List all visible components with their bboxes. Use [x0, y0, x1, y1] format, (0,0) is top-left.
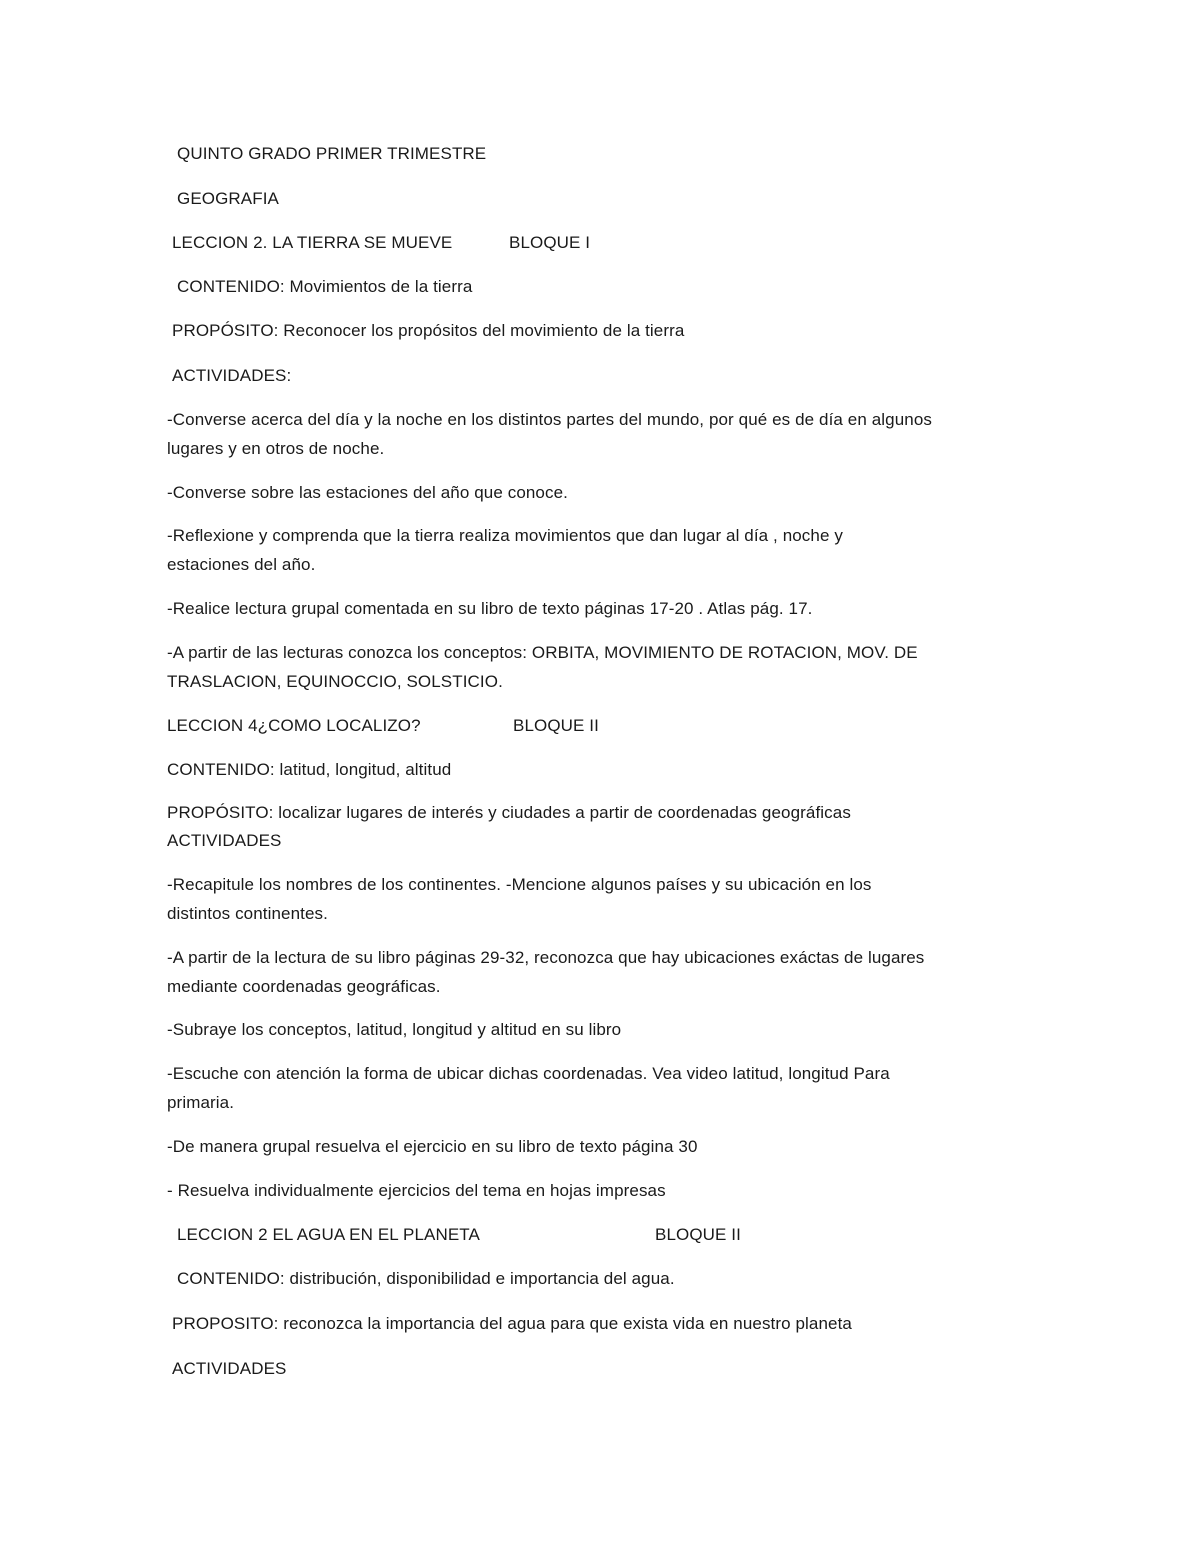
lesson-2-actividades-label: ACTIVIDADES [167, 831, 282, 850]
lesson-2-block: BLOQUE II [513, 716, 599, 735]
lesson-2-title: LECCION 4¿COMO LOCALIZO? [167, 716, 421, 735]
lesson-2-activity-4-line-2: primaria. [167, 1093, 235, 1112]
lesson-1-title: LECCION 2. LA TIERRA SE MUEVE [172, 233, 453, 252]
lesson-1-actividades-label: ACTIVIDADES: [172, 366, 292, 385]
lesson-3-actividades-label: ACTIVIDADES [172, 1359, 287, 1378]
lesson-1-activity-1-line-2: lugares y en otros de noche. [167, 439, 385, 458]
lesson-1-block: BLOQUE I [509, 233, 591, 252]
lesson-1-activity-3-line-1: -Reflexione y comprenda que la tierra realiza movimientos que dan lugar al día , noche y [167, 526, 843, 545]
lesson-2-activity-1-line-2: distintos continentes. [167, 904, 328, 923]
lesson-1-activity-5-line-2: TRASLACION, EQUINOCCIO, SOLSTICIO. [167, 672, 503, 691]
lesson-2-activity-4-line-1: -Escuche con atención la forma de ubicar dichas coordenadas. Vea video latitud, longitud Para [167, 1064, 890, 1083]
lesson-1-activity-2: -Converse sobre las estaciones del año que conoce. [167, 483, 568, 502]
lesson-1-activity-3-line-2: estaciones del año. [167, 555, 316, 574]
lesson-1-activity-1-line-1: -Converse acerca del día y la noche en los distintos partes del mundo, por qué es de día en algunos [167, 410, 932, 429]
lesson-2-activity-2-line-1: -A partir de la lectura de su libro páginas 29-32, reconozca que hay ubicaciones exáctas de lugares [167, 948, 925, 967]
lesson-3-proposito: PROPOSITO: reconozca la importancia del agua para que exista vida en nuestro planeta [172, 1314, 852, 1333]
lesson-2-activity-5: -De manera grupal resuelva el ejercicio en su libro de texto página 30 [167, 1137, 698, 1156]
document-header: QUINTO GRADO PRIMER TRIMESTRE [177, 144, 487, 163]
lesson-1-activity-5-line-1: -A partir de las lecturas conozca los conceptos: ORBITA, MOVIMIENTO DE ROTACION, MOV. DE [167, 643, 918, 662]
lesson-3-block: BLOQUE II [655, 1225, 741, 1244]
lesson-2-contenido: CONTENIDO: latitud, longitud, altitud [167, 760, 452, 779]
lesson-2-activity-2-line-2: mediante coordenadas geográficas. [167, 977, 441, 996]
lesson-1-proposito: PROPÓSITO: Reconocer los propósitos del movimiento de la tierra [172, 321, 685, 340]
subject-title: GEOGRAFIA [177, 189, 279, 208]
lesson-2-activity-6: - Resuelva individualmente ejercicios del tema en hojas impresas [167, 1181, 666, 1200]
lesson-2-activity-1-line-1: -Recapitule los nombres de los continentes. -Mencione algunos países y su ubicación en los [167, 875, 872, 894]
lesson-3-contenido: CONTENIDO: distribución, disponibilidad e importancia del agua. [177, 1269, 675, 1288]
lesson-2-activity-3: -Subraye los conceptos, latitud, longitud y altitud en su libro [167, 1020, 622, 1039]
lesson-3-title: LECCION 2 EL AGUA EN EL PLANETA [177, 1225, 480, 1244]
lesson-2-proposito: PROPÓSITO: localizar lugares de interés y ciudades a partir de coordenadas geográficas [167, 803, 851, 822]
lesson-1-activity-4: -Realice lectura grupal comentada en su libro de texto páginas 17-20 . Atlas pág. 17. [167, 599, 813, 618]
lesson-1-contenido: CONTENIDO: Movimientos de la tierra [177, 277, 473, 296]
